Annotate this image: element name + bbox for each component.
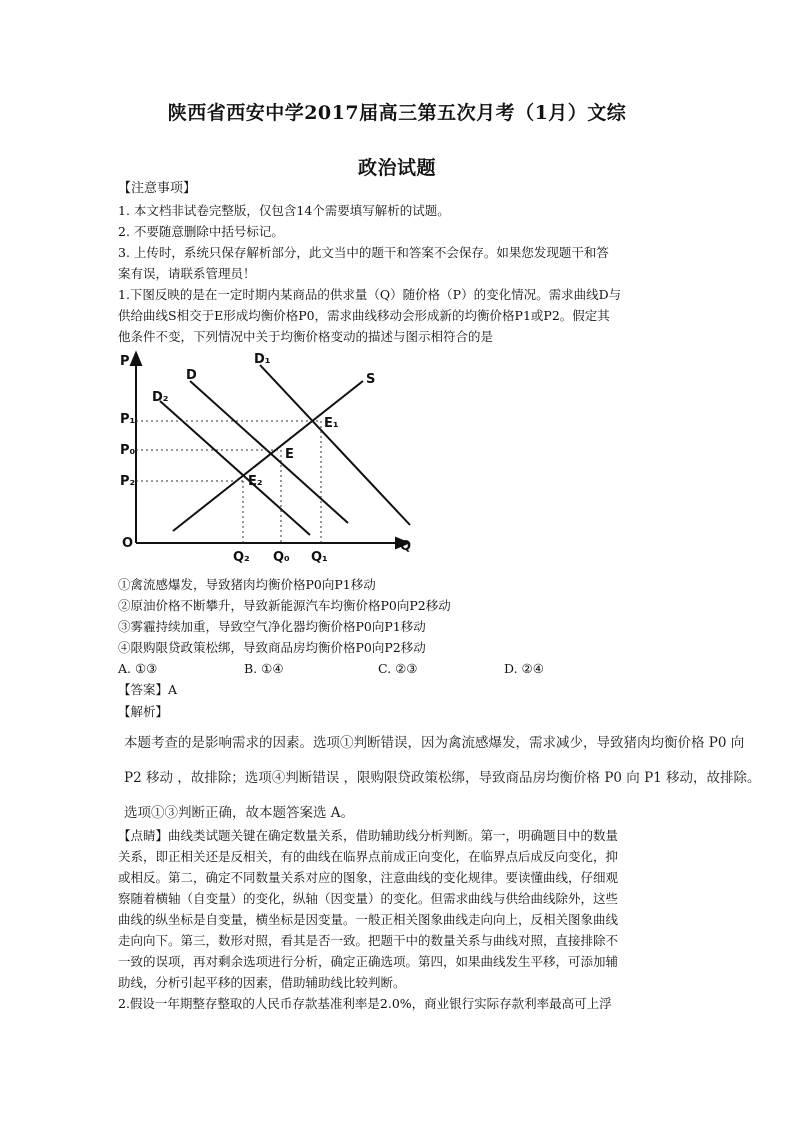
e1-label: E₁ — [324, 416, 339, 431]
q1-statement-1: ①禽流感爆发，导致猪肉均衡价格P0向P1移动 — [118, 577, 376, 592]
title-line-2: 政治试题 — [357, 157, 436, 179]
notice-item-3: 3. 上传时，系统只保存解析部分，此文当中的题干和答案不会保存。如果您发现题干和答 — [118, 245, 609, 260]
q1-analysis-header: 【解析】 — [118, 704, 169, 719]
q1-tips-line-2: 关系，即正相关还是反相关，有的曲线在临界点前成正向变化，在临界点后成反向变化，抑 — [118, 849, 619, 864]
q1-tips-line-7: 一致的误项，再对剩余选项进行分析，确定正确选项。第四，如果曲线发生平移，可添加辅 — [118, 954, 619, 969]
title-line-1: 陕西省西安中学2017届高三第五次月考（1月）文综 — [167, 102, 627, 124]
notice-header: 【注意事项】 — [118, 181, 197, 196]
q1-analysis-line-2: P2 移动 ，故排除；选项④判断错误 ，限购限贷政策松绑，导致商品房均衡价格 P0 向 P1 移动，故排除。 — [124, 770, 761, 786]
q1-label: Q₁ — [311, 550, 328, 565]
q1-analysis-line-3: 选项①③判断正确，故本题答案选 A。 — [124, 805, 355, 821]
q1-tips-line-6: 走向向下。第三，数形对照，看其是否一致。把题干中的数量关系与曲线对照，直接排除不 — [118, 933, 619, 948]
q1-tips-line-1: 【点睛】曲线类试题关键在确定数量关系，借助辅助线分析判断。第一，明确题目中的数量 — [118, 828, 619, 843]
s-label: S — [366, 372, 376, 387]
origin-label: O — [122, 536, 134, 551]
notice-item-4: 案有误，请联系管理员！ — [118, 266, 256, 281]
p0-label: P₀ — [120, 443, 136, 458]
notice-item-2: 2. 不要随意删除中括号标记。 — [118, 224, 284, 239]
p1-label: P₁ — [120, 412, 136, 427]
option-a: A. ①③ — [118, 661, 158, 676]
demand-curve-d — [190, 381, 348, 523]
supply-demand-diagram — [118, 343, 418, 568]
q0-label: Q₀ — [273, 550, 290, 565]
option-c: C. ②③ — [378, 661, 418, 676]
e2-label: E₂ — [248, 474, 263, 489]
p-axis-arrow — [131, 353, 141, 365]
p2-label: P₂ — [120, 474, 136, 489]
d-label: D — [186, 368, 197, 383]
q1-stem-line-3: 他条件不变，下列情况中关于均衡价格变动的描述与图示相符合的是 — [118, 329, 494, 344]
q1-stem-line-2: 供给曲线S相交于E形成均衡价格P0，需求曲线移动会形成新的均衡价格P1或P2。假定其 — [118, 308, 610, 323]
q1-tips-line-8: 助线，分析引起平移的因素，借助辅助线比较判断。 — [118, 975, 406, 990]
axis-q-label: Q — [400, 539, 412, 554]
q1-answer: 【答案】A — [118, 682, 178, 697]
d2-label: D₂ — [152, 390, 169, 405]
q1-tips-line-3: 或相反。第二，确定不同数量关系对应的图象，注意曲线的变化规律。要读懂曲线，仔细观 — [118, 870, 619, 885]
axis-p-label: P — [120, 354, 130, 369]
q2-label: Q₂ — [233, 550, 250, 565]
q1-statement-3: ③雾霾持续加重，导致空气净化器均衡价格P0向P1移动 — [118, 619, 426, 634]
q1-tips-line-4: 察随着横轴（自变量）的变化，纵轴（因变量）的变化。但需求曲线与供给曲线除外，这些 — [118, 891, 619, 906]
q1-statement-2: ②原油价格不断攀升，导致新能源汽车均衡价格P0向P2移动 — [118, 598, 451, 613]
notice-item-1: 1. 本文档非试卷完整版，仅包含14个需要填写解析的试题。 — [118, 203, 450, 218]
q1-analysis-line-1: 本题考查的是影响需求的因素。选项①判断错误，因为禽流感爆发，需求减少，导致猪肉均衡价格 P0 向 — [124, 735, 745, 751]
q2-stem: 2.假设一年期整存整取的人民币存款基准利率是2.0%，商业银行实际存款利率最高可上浮 — [118, 996, 612, 1011]
e-label: E — [285, 447, 294, 462]
q1-tips-line-5: 曲线的纵坐标是自变量，横坐标是因变量。一般正相关图象曲线走向向上，反相关图象曲线 — [118, 912, 619, 927]
option-b: B. ①④ — [244, 661, 284, 676]
q1-statement-4: ④限购限贷政策松绑，导致商品房均衡价格P0向P2移动 — [118, 640, 426, 655]
q1-stem-line-1: 1.下图反映的是在一定时期内某商品的供求量（Q）随价格（P）的变化情况。需求曲线D与 — [118, 287, 622, 302]
option-d: D. ②④ — [504, 661, 544, 676]
supply-curve-s — [173, 381, 363, 531]
d1-label: D₁ — [254, 352, 271, 367]
q1-options — [118, 659, 688, 679]
